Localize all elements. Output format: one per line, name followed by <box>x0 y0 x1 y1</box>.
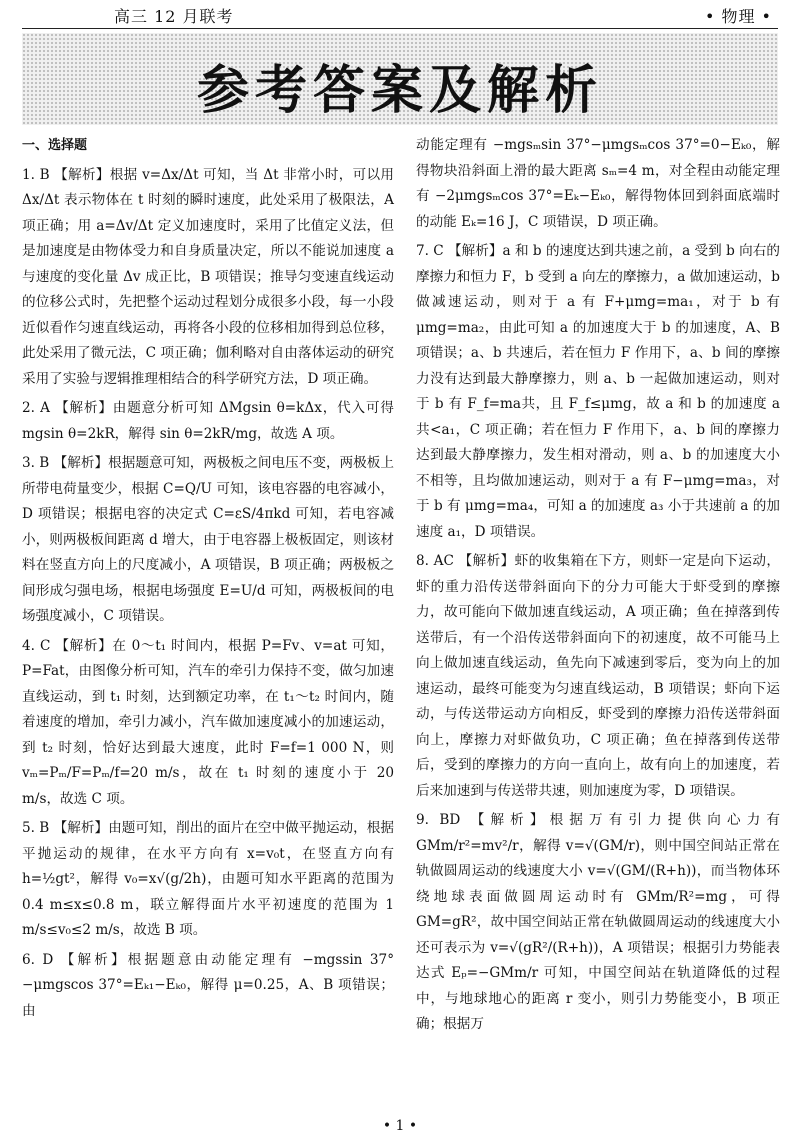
page-header <box>22 0 778 29</box>
answer-7: 7. C 【解析】a 和 b 的速度达到共速之前，a 受到 b 向右的摩擦力和恒力 F，b 受到 a 向左的摩擦力，a 做加速运动，b 做减速运动，则对于 a 有 F+μmg=ma₁，对于 b 有 μmg=ma₂，由此可知 a 的加速度大于 b 的加速度，A、B 项错误；a、b 共速后，若在恒力 F 作用下，a、b 间的摩擦力没有达到最大静摩擦力，则 a、b 一起做加速运动，则对于 b 有 F_f=ma共，且 F_f≤μmg，故 a 和 b 的加速度 a共<a₁，C 项正确；若在恒力 F 作用下，a、b 间的摩擦力达到最大静摩擦力，发生相对滑动，则 a、b 的加速度大小不相等，且均做加速运动，则对于 a 有 F−μmg=ma₃，对于 b 有 μmg=ma₄，可知 a 的加速度 a₃ 小于共速前 a 的加速度 a₁，D 项错误。 <box>416 243 780 540</box>
answer-6-start: 6. D 【解析】根据题意由动能定理有 −mgssin 37°−μmgscos 37°=Eₖ₁−Eₖ₀，解得 μ=0.25，A、B 项错误；由 <box>22 951 394 1019</box>
answer-3: 3. B 【解析】根据题意可知，两极板之间电压不变，两极板上所带电荷量变少，根据 C=Q/U 可知，该电容器的电容减小，D 项错误；根据电容的决定式 C=εS/4πkd 可知，若电容减小，则两极板间距离 d 增大，由于电容器上极板固定，则该材料在竖直方向上的尺度减小，A 项错误，B 项正确；两极板之间形成匀强电场，根据电场强度 E=U/d 可知，两极板间的电场强度减小，C 项错误。 <box>22 455 394 624</box>
section-heading: 一、选择题 <box>22 138 88 153</box>
answer-5: 5. B 【解析】由题可知，削出的面片在空中做平抛运动，根据平抛运动的规律，在水平方向有 x=v₀t，在竖直方向有 h=½gt²，解得 v₀=x√(g/2h)，由题可知水平距离的范围为 0.4 m≤x≤0.8 m，联立解得面片水平初速度的范围为 1 m/s≤v₀≤2 m/s，故选 B 项。 <box>22 820 394 938</box>
answer-2: 2. A 【解析】由题意分析可知 ΔMgsin θ=kΔx，代入可得 mgsin θ=2kR，解得 sin θ=2kR/mg，故选 A 项。 <box>22 400 394 442</box>
answer-4: 4. C 【解析】在 0～t₁ 时间内，根据 P=Fv、v=at 可知，P=Fat，由图像分析可知，汽车的牵引力保持不变，做匀加速直线运动，到 t₁ 时刻，达到额定功率，在 t₁～t₂ 时间内，随着速度的增加，牵引力减小，汽车做加速度减小的加速运动，到 t₂ 时刻，恰好达到最大速度，此时 F=f=1 000 N，则 vₘ=Pₘ/F=Pₘ/f=20 m/s，故在 t₁ 时刻的速度小于 20 m/s，故选 C 项。 <box>22 637 394 807</box>
page-title: 参考答案及解析 <box>196 61 603 121</box>
right-column <box>416 133 780 1042</box>
answer-6-cont: 动能定理有 −mgsₘsin 37°−μmgsₘcos 37°=0−Eₖ₀，解得物块沿斜面上滑的最大距离 sₘ=4 m，对全程由动能定理有 −2μmgsₘcos 37°=Eₖ−Eₖ₀，解得物体回到斜面底端时的动能 Eₖ=16 J，C 项错误，D 项正确。 <box>416 137 780 230</box>
answer-1: 1. B 【解析】根据 v=Δx/Δt 可知，当 Δt 非常小时，可以用 Δx/Δt 表示物体在 t 时刻的瞬时速度，此处采用了极限法，A 项正确；用 a=Δv/Δt 定义加速度时，采用了比值定义法，但是加速度是由物体受力和自身质量决定，所以不能说加速度 a 与速度的变化量 Δv 成正比，B 项错误；推导匀变速直线运动的位移公式时，先把整个运动过程划分成很多小段，每一小段近似看作匀速直线运动，再将各小段的位移相加得到总位移，此处采用了微元法，C 项正确；伽利略对自由落体运动的研究采用了实验与逻辑推理相结合的科学研究方法，D 项正确。 <box>22 166 394 387</box>
subject-label: • 物理 • <box>704 7 772 26</box>
left-column <box>22 133 394 1028</box>
answer-8: 8. AC 【解析】虾的收集箱在下方，则虾一定是向下运动，虾的重力沿传送带斜面向下的分力可能大于虾受到的摩擦力，故可能向下做加速直线运动，A 项正确；鱼在掉落到传送带后，有一个沿传送带斜面向下的初速度，故不可能马上向上做加速直线运动，鱼先向下减速到零后，变为向上的加速运动，最终可能变为匀速直线运动，B 项错误；虾向下运动，与传送带运动方向相反，虾受到的摩擦力沿传送带斜面向上，摩擦力对虾做负功，C 项正确；鱼在掉落到传送带后，受到的摩擦力的方向一直向上，故有向上的加速度，若后来加速到与传送带共速，则加速度为零，D 项错误。 <box>416 553 780 799</box>
page-number: • 1 • <box>382 1118 418 1134</box>
exam-name: 高三 12 月联考 <box>114 7 234 26</box>
answer-9: 9. BD 【解析】根据万有引力提供向心力有 GMm/r²=mv²/r，解得 v=√(GM/r)，则中国空间站正常在轨做圆周运动的线速度大小 v=√(GM/(R+h))，而当物体环绕地球表面做圆周运动时有 GMm/R²=mg，可得 GM=gR²，故中国空间站正常在轨做圆周运动的线速度大小还可表示为 v=√(gR²/(R+h))，A 项错误；根据引力势能表达式 Eₚ=−GMm/r 可知，中国空间站在轨道降低的过程中，与地球地心的距离 r 变小，则引力势能变小，B 项正确；根据万 <box>416 812 780 1032</box>
